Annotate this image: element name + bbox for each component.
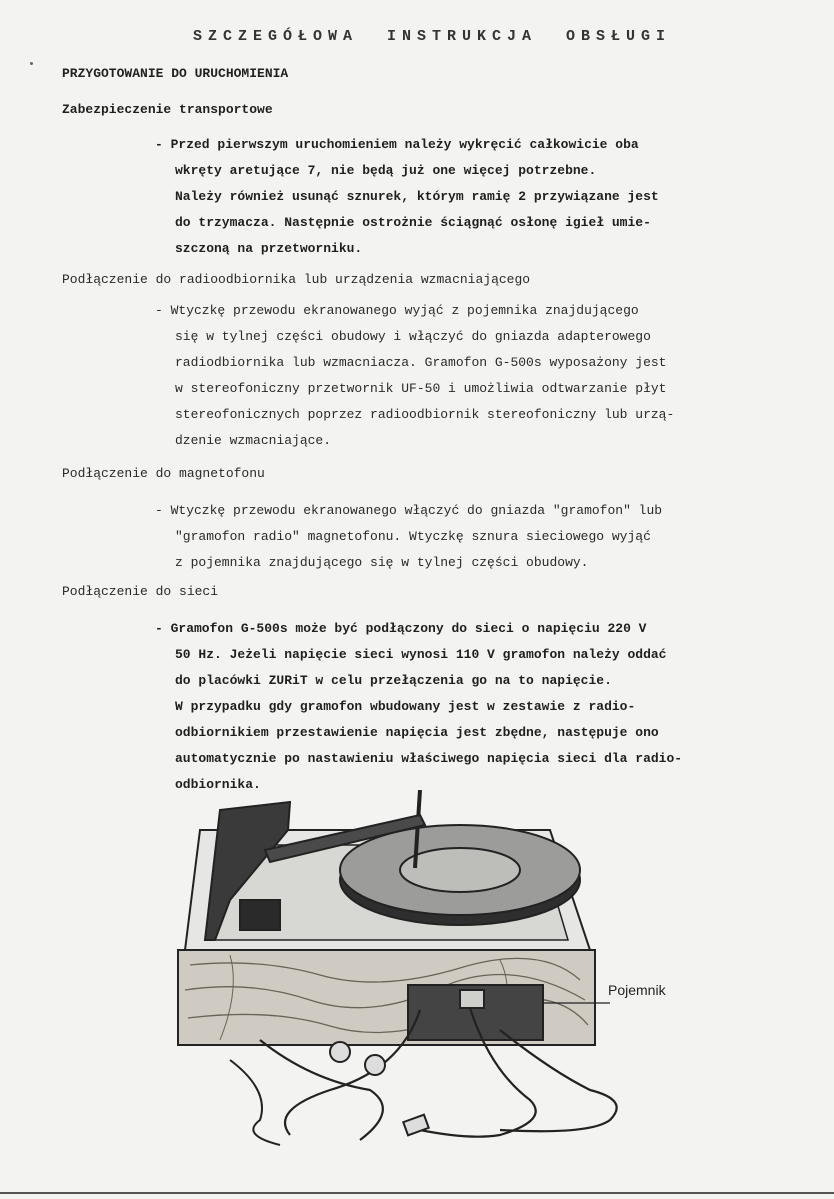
heading-mains: Podłączenie do sieci [62, 584, 219, 599]
pojemnik-label: Pojemnik [608, 982, 666, 998]
text-line: się w tylnej części obudowy i włączyć do gniazda adapterowego [175, 329, 651, 344]
text-line: Należy również usunąć sznurek, którym ramię 2 przywiązane jest [175, 189, 659, 204]
section-title: PRZYGOTOWANIE DO URUCHOMIENIA [62, 66, 289, 81]
text-line: W przypadku gdy gramofon wbudowany jest w zestawie z radio- [175, 699, 636, 714]
text-line: automatycznie po nastawieniu właściwego napięcia sieci dla radio- [175, 751, 683, 766]
text-line: odbiornika. [175, 777, 261, 792]
text-line: odbiornikiem przestawienie napięcia jest zbędne, następuje ono [175, 725, 659, 740]
text-line: w stereofoniczny przetwornik UF-50 i umożliwia odtwarzanie płyt [175, 381, 667, 396]
paragraph-transport [155, 132, 775, 262]
text-line: do placówki ZURiT w celu przełączenia go na to napięcie. [175, 673, 612, 688]
heading-tape: Podłączenie do magnetofonu [62, 466, 265, 481]
text-line: - Wtyczkę przewodu ekranowanego wyjąć z pojemnika znajdującego [155, 303, 639, 318]
text-line: "gramofon radio" magnetofonu. Wtyczkę sznura sieciowego wyjąć [175, 529, 651, 544]
paragraph-tape [155, 498, 775, 576]
text-line: - Przed pierwszym uruchomieniem należy wykręcić całkowicie oba [155, 137, 639, 152]
heading-radio: Podłączenie do radioodbiornika lub urządzenia wzmacniającego [62, 272, 531, 287]
text-line: z pojemnika znajdującego się w tylnej części obudowy. [175, 555, 589, 570]
text-line: wkręty aretujące 7, nie będą już one więcej potrzebne. [175, 163, 597, 178]
text-line: - Wtyczkę przewodu ekranowanego włączyć do gniazda "gramofon" lub [155, 503, 663, 518]
paragraph-mains [155, 616, 775, 798]
text-line: 50 Hz. Jeżeli napięcie sieci wynosi 110 V gramofon należy oddać [175, 647, 667, 662]
paragraph-radio [155, 298, 775, 454]
text-line: - Gramofon G-500s może być podłączony do sieci o napięciu 220 V [155, 621, 647, 636]
page-title: SZCZEGÓŁOWA INSTRUKCJA OBSŁUGI [192, 28, 672, 45]
text-line: stereofonicznych poprzez radioodbiornik stereofoniczny lub urzą- [175, 407, 675, 422]
speck [30, 62, 33, 65]
text-line: dzenie wzmacniające. [175, 433, 332, 448]
turntable-illustration [170, 790, 730, 1160]
text-line: radiodbiornika lub wzmacniacza. Gramofon G-500s wyposażony jest [175, 355, 667, 370]
scan-edge-line [0, 1192, 834, 1194]
text-line: szczoną na przetworniku. [175, 241, 363, 256]
heading-transport: Zabezpieczenie transportowe [62, 102, 273, 117]
text-line: do trzymacza. Następnie ostrożnie ściągnąć osłonę igieł umie- [175, 215, 651, 230]
